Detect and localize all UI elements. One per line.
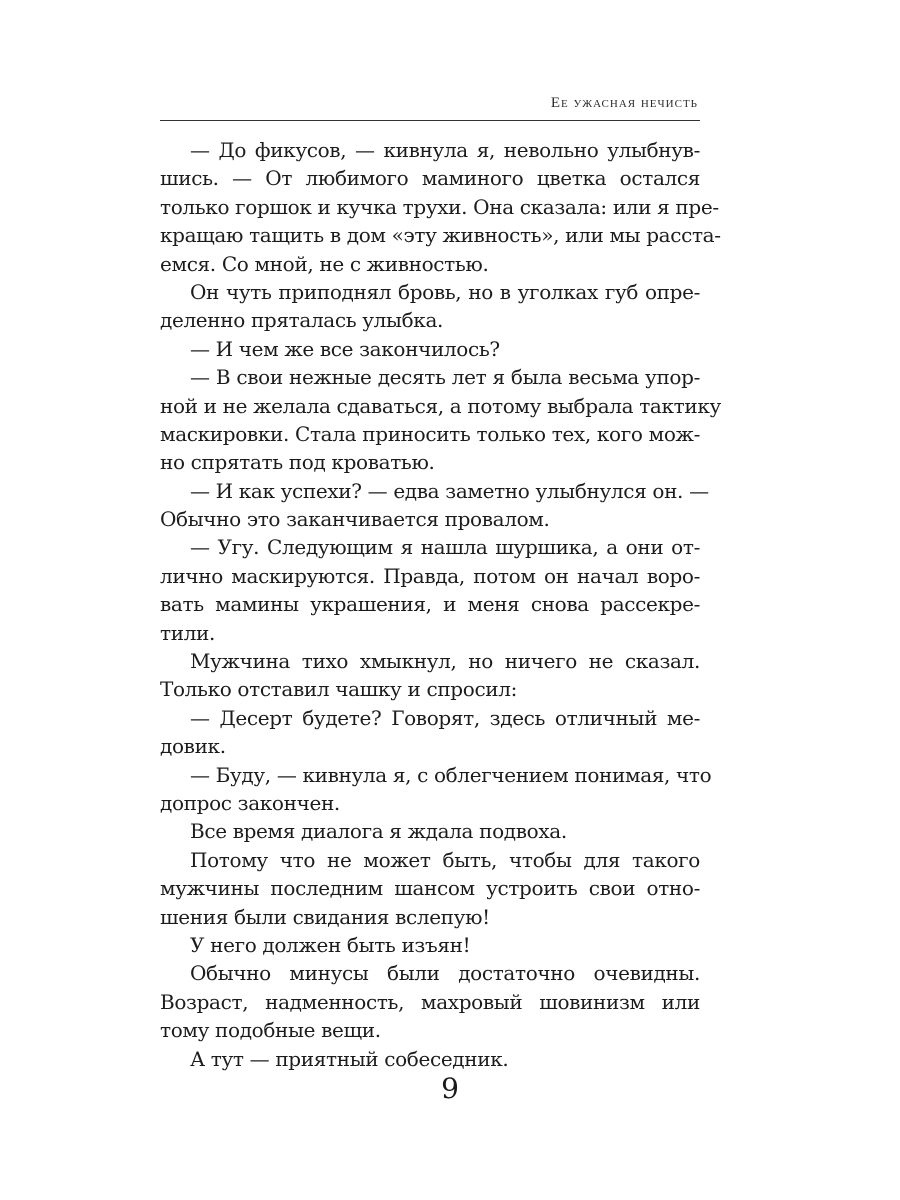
text-line: Потому что не может быть, чтобы для такого: [190, 847, 700, 872]
text-line: кращаю тащить в дом «эту живность», или мы расста-: [160, 223, 721, 248]
text-line: — И как успехи? — едва заметно улыбнулся он. —: [190, 478, 709, 503]
text-line: лично маскируются. Правда, потом он начал воро-: [160, 563, 700, 588]
page-number: 9: [441, 1072, 459, 1105]
text-line: ной и не желала сдаваться, а потому выбрала тактику: [160, 393, 721, 418]
text-line: тили.: [160, 620, 216, 645]
text-line: вать мамины украшения, и меня снова рассекре-: [160, 592, 700, 617]
text-line: шения были свидания вслепую!: [160, 904, 490, 929]
text-line: Все время диалога я ждала подвоха.: [190, 819, 567, 844]
text-line: А тут — приятный собеседник.: [190, 1046, 509, 1071]
running-head: Ее ужасная нечисть: [550, 95, 698, 111]
text-line: деленно пряталась улыбка.: [160, 308, 444, 333]
text-line: — Буду, — кивнула я, с облегчением понимая, что: [190, 762, 712, 787]
text-line: — В свои нежные десять лет я была весьма упор-: [190, 365, 700, 390]
text-line: Возраст, надменность, махровый шовинизм или: [160, 989, 700, 1014]
text-line: тому подобные вещи.: [160, 1018, 381, 1043]
text-line: — И чем же все закончилось?: [190, 336, 500, 361]
header-rule: [160, 120, 700, 121]
text-line: только горшок и кучка трухи. Она сказала: или я пре-: [160, 194, 719, 219]
text-line: — Десерт будете? Говорят, здесь отличный ме-: [190, 705, 700, 730]
text-line: емся. Со мной, не с живностью.: [160, 251, 489, 276]
text-line: маскировки. Стала приносить только тех, кого мож-: [160, 421, 700, 446]
text-line: шись. — От любимого маминого цветка остался: [160, 166, 700, 191]
text-line: У него должен быть изъян!: [190, 932, 471, 957]
text-line: — До фикусов, — кивнула я, невольно улыбнув-: [190, 138, 700, 162]
text-line: — Угу. Следующим я нашла шуршика, а они от-: [190, 535, 700, 560]
text-line: Обычно это заканчивается провалом.: [160, 507, 550, 532]
text-line: но спрятать под кроватью.: [160, 450, 435, 475]
text-line: довик.: [160, 734, 226, 759]
text-line: Мужчина тихо хмыкнул, но ничего не сказал.: [190, 649, 700, 674]
text-line: Он чуть приподнял бровь, но в уголках губ опре-: [190, 279, 700, 304]
text-line: Только отставил чашку и спросил:: [160, 677, 518, 702]
text-line: Обычно минусы были достаточно очевидны.: [190, 961, 700, 986]
text-line: допрос закончен.: [160, 790, 340, 815]
text-line: мужчины последним шансом устроить свои отно-: [160, 876, 700, 901]
body-text: [160, 136, 721, 1073]
